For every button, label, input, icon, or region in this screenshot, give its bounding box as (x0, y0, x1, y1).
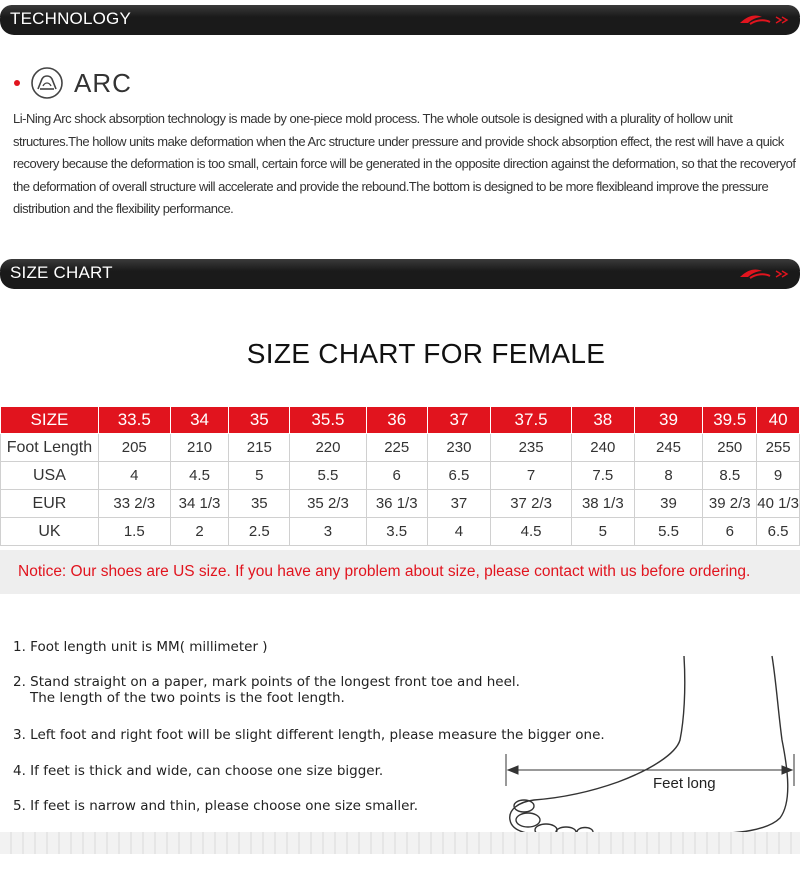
size-table-cell: 6.5 (757, 518, 800, 546)
lining-logo-icon (736, 265, 792, 283)
size-table (0, 406, 800, 546)
size-table-cell: 35 (229, 490, 290, 518)
tip-1 (13, 639, 268, 655)
size-table-cell: 39 (634, 490, 703, 518)
size-table-cell: 37.5 (491, 407, 572, 434)
header-bar-shine (0, 259, 800, 271)
size-table-cell: 37 (427, 490, 491, 518)
size-table-row-label: USA (1, 462, 99, 490)
size-table-cell: 245 (634, 434, 703, 462)
size-table-cell: 2 (170, 518, 229, 546)
size-table-cell: 5 (571, 518, 634, 546)
tip-2 (13, 674, 520, 706)
size-table-cell: 38 (571, 407, 634, 434)
size-table-cell: 34 (170, 407, 229, 434)
size-table-row-label: UK (1, 518, 99, 546)
size-table-cell: 205 (98, 434, 170, 462)
size-table-cell: 2.5 (229, 518, 290, 546)
size-table-cell: 35 2/3 (290, 490, 367, 518)
lining-logo-icon (736, 11, 792, 29)
size-table-cell: 235 (491, 434, 572, 462)
size-table-row-label: EUR (1, 490, 99, 518)
size-table-cell: 1.5 (98, 518, 170, 546)
size-table-cell: 250 (703, 434, 757, 462)
size-chart-header-bar (0, 259, 800, 289)
size-table-cell: 40 (757, 407, 800, 434)
foot-measurement-diagram (500, 650, 800, 850)
arc-icon (30, 66, 64, 100)
tip-5 (13, 798, 418, 814)
tip-3-line1: 3. Left foot and right foot will be slight different length, please measure the bigger one. (13, 727, 605, 743)
size-table-cell: 255 (757, 434, 800, 462)
size-chart-title: SIZE CHART FOR FEMALE (246, 338, 606, 369)
size-chart-header-label: SIZE CHART (10, 263, 113, 282)
size-table-row (1, 518, 800, 546)
technology-header-label: TECHNOLOGY (10, 9, 132, 28)
size-table-row-label: SIZE (1, 407, 99, 434)
tip-4 (13, 763, 383, 779)
arc-title: ARC (74, 67, 132, 98)
size-table-cell: 6 (366, 462, 427, 490)
size-table-cell: 230 (427, 434, 491, 462)
feet-long-label: Feet long (653, 775, 716, 792)
size-table-cell: 220 (290, 434, 367, 462)
size-table-cell: 3 (290, 518, 367, 546)
size-table-row-label: Foot Length (1, 434, 99, 462)
size-table-cell: 9 (757, 462, 800, 490)
size-table-row (1, 490, 800, 518)
size-table-cell: 40 1/3 (757, 490, 800, 518)
size-table-cell: 39.5 (703, 407, 757, 434)
tip-2-line1: 2. Stand straight on a paper, mark points of the longest front toe and heel. (13, 674, 520, 690)
size-table-cell: 6.5 (427, 462, 491, 490)
size-table-cell: 5.5 (290, 462, 367, 490)
technology-header-bar (0, 5, 800, 35)
bottom-pattern-strip (0, 832, 800, 854)
size-table-cell: 33.5 (98, 407, 170, 434)
size-table-cell: 39 (634, 407, 703, 434)
size-table-cell: 37 (427, 407, 491, 434)
size-table-cell: 8 (634, 462, 703, 490)
tip-4-line1: 4. If feet is thick and wide, can choose one size bigger. (13, 763, 384, 779)
size-table-cell: 8.5 (703, 462, 757, 490)
size-table-cell: 7.5 (571, 462, 634, 490)
size-table-cell: 3.5 (366, 518, 427, 546)
size-table-cell: 225 (366, 434, 427, 462)
size-table-cell: 240 (571, 434, 634, 462)
size-table-cell: 4 (427, 518, 491, 546)
tip-1-line1: 1. Foot length unit is MM( millimeter ) (13, 639, 268, 655)
size-table-cell: 33 2/3 (98, 490, 170, 518)
size-table-cell: 36 (366, 407, 427, 434)
size-table-cell: 5 (229, 462, 290, 490)
size-table-row (1, 434, 800, 462)
size-table-cell: 5.5 (634, 518, 703, 546)
size-table-cell: 36 1/3 (366, 490, 427, 518)
notice-text: Notice: Our shoes are US size. If you have any problem about size, please contact with us before ordering. (18, 563, 751, 580)
size-table-cell: 4.5 (491, 518, 572, 546)
arc-heading (14, 66, 132, 100)
size-table-cell: 4 (98, 462, 170, 490)
size-table-cell: 37 2/3 (491, 490, 572, 518)
size-table-cell: 4.5 (170, 462, 229, 490)
size-table-row (1, 462, 800, 490)
size-table-cell: 34 1/3 (170, 490, 229, 518)
size-table-cell: 39 2/3 (703, 490, 757, 518)
size-table-cell: 35 (229, 407, 290, 434)
size-table-cell: 38 1/3 (571, 490, 634, 518)
size-table-cell: 210 (170, 434, 229, 462)
arc-description: Li-Ning Arc shock absorption technology is made by one-piece mold process. The whole outsole is designed with a plurality of hollow unit structures.The hollow units make deformation when the Arc structure under pressure and provide shock absorption effect, the rest will have a quick recovery because the deformation is too small, certain force will be generated in the opposite direction against the deformation, so that the recoveryof the deformation of overall structure will accelerate and provide the rebound.The bottom is designed to be more flexibleand improve the pressure distribution and the flexibility performance. (13, 111, 796, 216)
size-table-cell: 6 (703, 518, 757, 546)
size-table-cell: 35.5 (290, 407, 367, 434)
size-table-cell: 215 (229, 434, 290, 462)
size-table-cell: 7 (491, 462, 572, 490)
size-notice (0, 550, 800, 594)
tip-5-line1: 5. If feet is narrow and thin, please choose one size smaller. (13, 798, 419, 814)
size-table-header-row (1, 407, 800, 434)
bullet-dot-icon (14, 80, 20, 86)
tip-2-line2: The length of the two points is the foot length. (30, 690, 345, 706)
